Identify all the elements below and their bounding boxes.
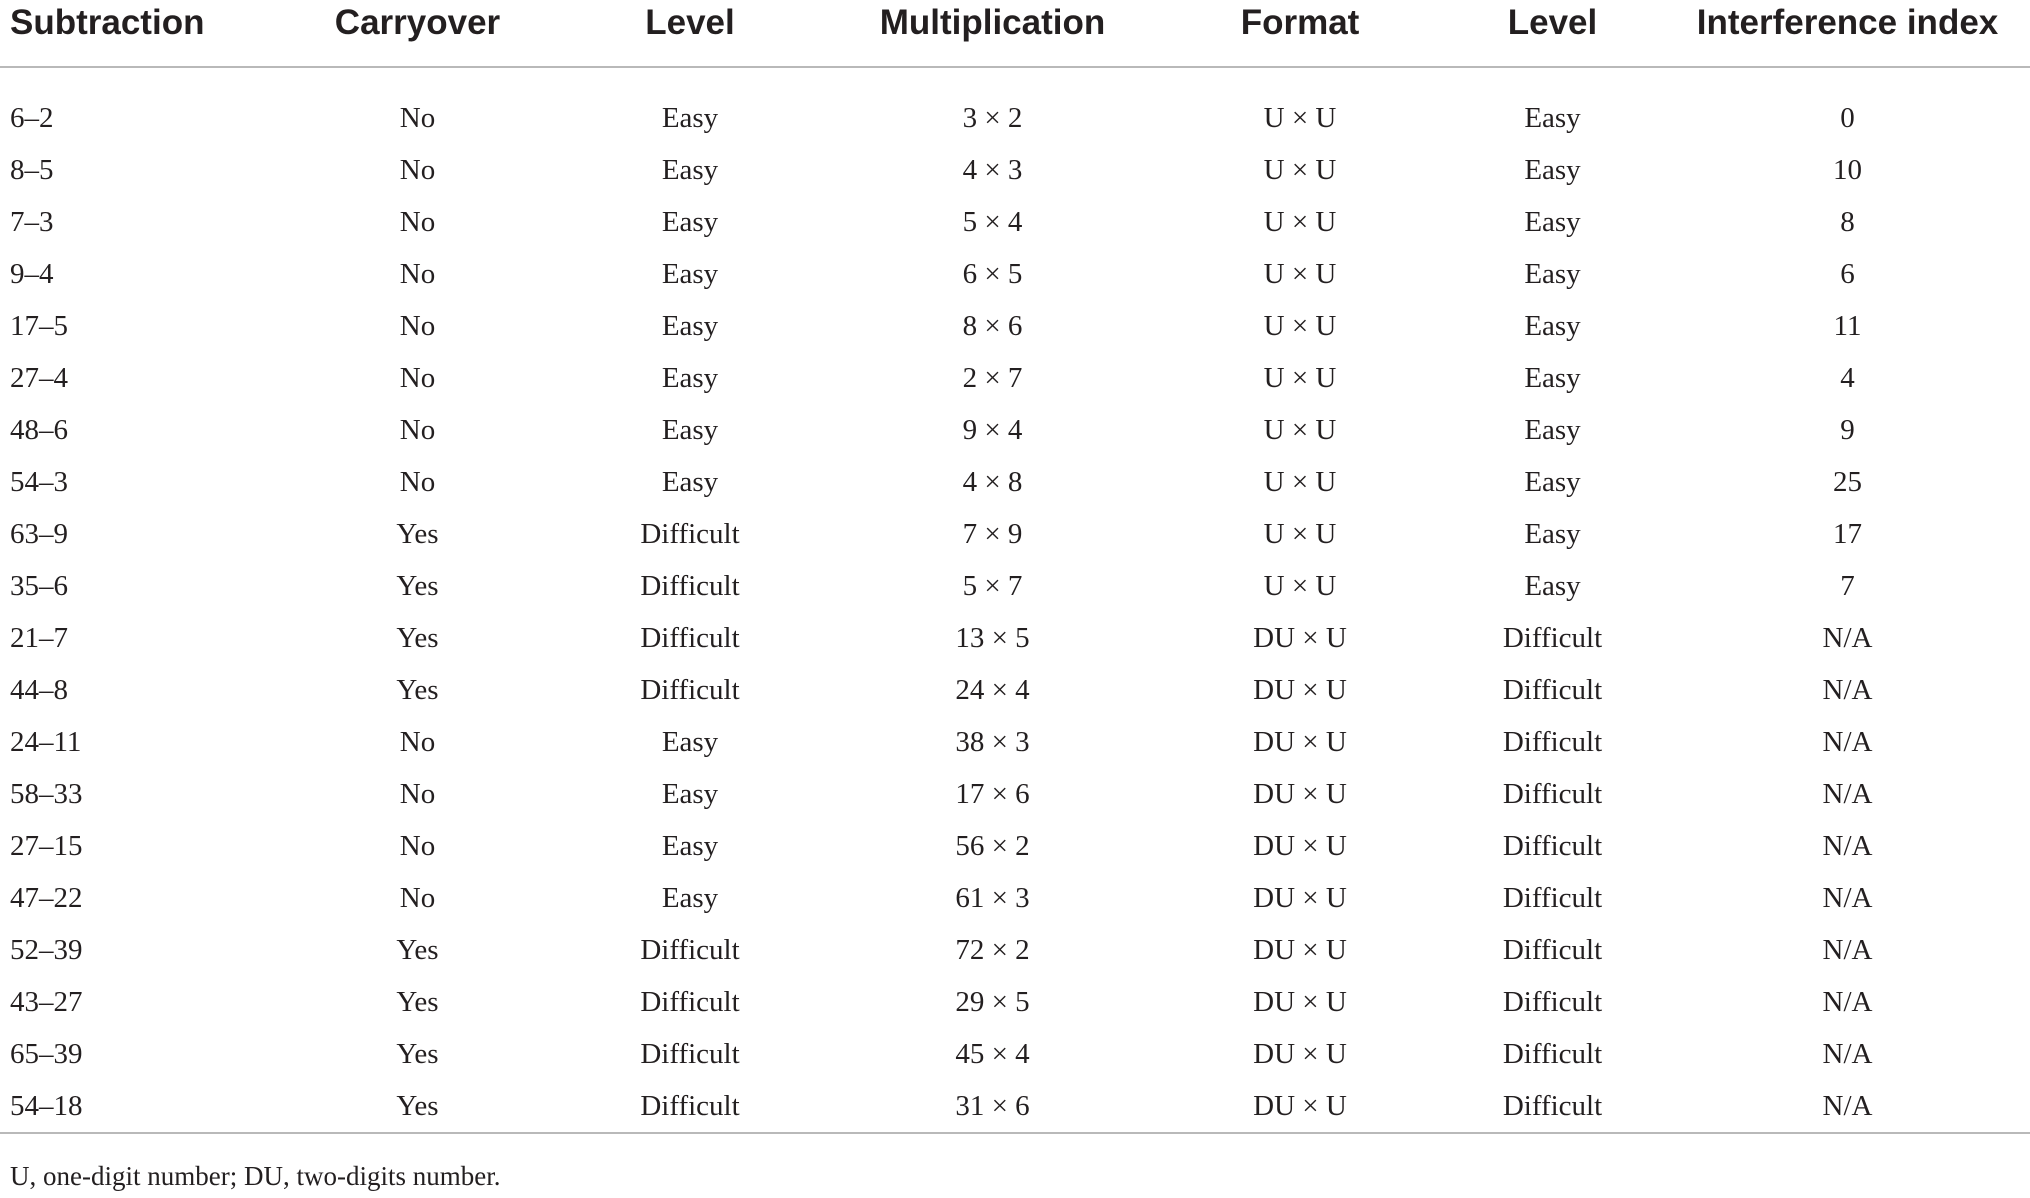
table-cell: 11 — [1833, 310, 1862, 342]
table-cell: Yes — [396, 518, 439, 550]
table-row — [0, 404, 2030, 456]
table-cell: Easy — [661, 778, 719, 810]
table-cell: 24–11 — [10, 726, 82, 758]
table-cell: DU × U — [1160, 1080, 1440, 1133]
table-cell: 65–39 — [10, 1038, 83, 1070]
table-cell: Easy — [1524, 206, 1581, 238]
table-cell: 8–5 — [10, 154, 54, 186]
table-cell: 58–33 — [10, 778, 83, 810]
table-cell: Yes — [396, 1038, 439, 1070]
table-cell: No — [399, 258, 436, 290]
table-cell: 54–3 — [10, 466, 68, 498]
table-cell: DU × U — [1253, 674, 1347, 706]
table-cell: 4 × 8 — [962, 466, 1023, 498]
table-cell: No — [399, 206, 436, 238]
table-cell: 63–9 — [10, 518, 68, 550]
table-cell: 6–2 — [10, 102, 54, 134]
table-cell: 4 × 3 — [962, 154, 1023, 186]
table-cell: Easy — [661, 102, 719, 134]
table-cell: Easy — [661, 310, 719, 342]
table-cell: 6 × 5 — [962, 258, 1023, 290]
table-row — [0, 664, 2030, 716]
table-cell: DU × U — [1253, 986, 1347, 1018]
table-cell: Easy — [1524, 466, 1581, 498]
table-cell: Difficult — [1502, 882, 1603, 914]
table-cell: Easy — [1524, 518, 1581, 550]
table-cell: Difficult — [1440, 1080, 1665, 1133]
table-cell: Difficult — [640, 1038, 740, 1070]
table-cell: Easy — [661, 362, 719, 394]
table-cell: 4 — [1840, 362, 1855, 394]
table-row — [0, 456, 2030, 508]
table-cell: 27–15 — [10, 830, 83, 862]
column-header: Carryover — [280, 0, 555, 67]
table-row — [0, 924, 2030, 976]
table-cell: DU × U — [1253, 622, 1347, 654]
table-cell: 9 — [1840, 414, 1855, 446]
table-cell: U × U — [1263, 206, 1337, 238]
table-cell: N/A — [1822, 778, 1873, 810]
table-cell: 5 × 7 — [962, 570, 1023, 602]
table-cell: No — [399, 310, 436, 342]
table-cell: Yes — [396, 986, 439, 1018]
table-cell: Yes — [396, 570, 439, 602]
table-cell: 52–39 — [10, 934, 83, 966]
table-cell: 24 × 4 — [955, 674, 1030, 706]
table-cell: Yes — [280, 1080, 555, 1133]
table-cell: 21–7 — [10, 622, 68, 654]
table-cell: Easy — [1524, 310, 1581, 342]
table-cell: 54–18 — [0, 1080, 280, 1133]
table-header — [0, 0, 2030, 92]
table-cell: 13 × 5 — [955, 622, 1030, 654]
table-cell: N/A — [1822, 726, 1873, 758]
table-cell: U × U — [1263, 362, 1337, 394]
table-cell: 72 × 2 — [955, 934, 1030, 966]
table-cell: No — [399, 830, 436, 862]
table-cell: U × U — [1263, 258, 1337, 290]
table-cell: DU × U — [1253, 830, 1347, 862]
table-cell: 6 — [1840, 258, 1855, 290]
table-row — [0, 352, 2030, 404]
table-row — [0, 300, 2030, 352]
table-cell: U × U — [1263, 414, 1337, 446]
table-row — [0, 1028, 2030, 1080]
table-cell: Difficult — [1502, 830, 1603, 862]
table-cell: Difficult — [1502, 726, 1603, 758]
table-cell: No — [399, 154, 436, 186]
column-header: Interference index — [1665, 0, 2030, 67]
table-cell: N/A — [1665, 1080, 2030, 1133]
table-cell: Difficult — [1502, 986, 1603, 1018]
table-cell: U × U — [1263, 154, 1337, 186]
table-cell: 35–6 — [10, 570, 68, 602]
table-cell: U × U — [1263, 518, 1337, 550]
table-cell: Difficult — [640, 518, 740, 550]
table-cell: N/A — [1822, 934, 1873, 966]
table-row — [0, 1080, 2030, 1133]
table-cell: Difficult — [640, 674, 740, 706]
table-cell: Easy — [1524, 362, 1581, 394]
table-cell: Easy — [661, 726, 719, 758]
table-cell: 2 × 7 — [962, 362, 1023, 394]
table-cell: N/A — [1822, 986, 1873, 1018]
table-cell: DU × U — [1253, 778, 1347, 810]
table-cell: Easy — [661, 206, 719, 238]
table-cell: Difficult — [1502, 674, 1603, 706]
table-cell: 61 × 3 — [955, 882, 1030, 914]
table-cell: No — [399, 882, 436, 914]
table-cell: DU × U — [1253, 726, 1347, 758]
table-cell: No — [399, 726, 436, 758]
table-row — [0, 92, 2030, 144]
table-cell: No — [399, 778, 436, 810]
table-cell: 17 — [1833, 518, 1862, 550]
table-cell: 17 × 6 — [955, 778, 1030, 810]
table-cell: Difficult — [640, 622, 740, 654]
table-cell: Difficult — [1502, 1038, 1603, 1070]
table-row — [0, 820, 2030, 872]
table-cell: No — [399, 466, 436, 498]
table-cell: 38 × 3 — [955, 726, 1030, 758]
table-cell: 47–22 — [10, 882, 83, 914]
table-cell: 56 × 2 — [955, 830, 1030, 862]
table-cell: U × U — [1263, 466, 1337, 498]
table-cell: No — [399, 102, 436, 134]
table-cell: 5 × 4 — [962, 206, 1023, 238]
table-cell: Difficult — [555, 1080, 825, 1133]
table-cell: Easy — [661, 154, 719, 186]
column-header: Subtraction — [0, 0, 280, 67]
table-cell: U × U — [1263, 310, 1337, 342]
table-cell: Difficult — [640, 934, 740, 966]
table-cell: Easy — [1524, 154, 1581, 186]
table-row — [0, 612, 2030, 664]
table-cell: 44–8 — [10, 674, 68, 706]
table-cell: 7 × 9 — [962, 518, 1023, 550]
table-row — [0, 560, 2030, 612]
table-body — [0, 92, 2030, 1133]
table-cell: 3 × 2 — [962, 102, 1023, 134]
column-header: Multiplication — [825, 0, 1160, 67]
table-footnote: U, one-digit number; DU, two-digits number. — [10, 1161, 501, 1191]
table-cell: No — [399, 362, 436, 394]
table-cell: 25 — [1833, 466, 1862, 498]
table-cell: Yes — [396, 674, 439, 706]
table-cell: Easy — [1524, 258, 1581, 290]
table-cell: 8 × 6 — [962, 310, 1023, 342]
table-cell: No — [399, 414, 436, 446]
table-cell: Easy — [1524, 414, 1581, 446]
table-cell: Difficult — [1502, 778, 1603, 810]
table-cell: Easy — [661, 414, 719, 446]
table-cell: 29 × 5 — [955, 986, 1030, 1018]
table-row — [0, 196, 2030, 248]
table-cell: 9–4 — [10, 258, 54, 290]
table-cell: 10 — [1833, 154, 1862, 186]
table-cell: 8 — [1840, 206, 1855, 238]
table-cell: 48–6 — [10, 414, 68, 446]
table-cell: Easy — [661, 466, 719, 498]
column-header: Level — [1440, 0, 1665, 67]
table-cell: 45 × 4 — [955, 1038, 1030, 1070]
table-cell: Easy — [661, 258, 719, 290]
column-header: Level — [555, 0, 825, 67]
table-cell: 7 — [1840, 570, 1855, 602]
table-row — [0, 248, 2030, 300]
table-cell: N/A — [1822, 674, 1873, 706]
table-cell: Easy — [1524, 102, 1581, 134]
table-row — [0, 716, 2030, 768]
table-cell: Easy — [661, 830, 719, 862]
table-cell: Difficult — [1502, 934, 1603, 966]
table-cell: Difficult — [1502, 622, 1603, 654]
table-cell: DU × U — [1253, 1038, 1347, 1070]
table-cell: 7–3 — [10, 206, 54, 238]
table-row — [0, 976, 2030, 1028]
table-cell: 9 × 4 — [962, 414, 1023, 446]
table-cell: 31 × 6 — [825, 1080, 1160, 1133]
table-cell: Easy — [661, 882, 719, 914]
table-cell: Easy — [1524, 570, 1581, 602]
table-cell: U × U — [1263, 102, 1337, 134]
table-row — [0, 768, 2030, 820]
header-row — [0, 0, 2030, 67]
table-cell: Difficult — [640, 986, 740, 1018]
table-cell: N/A — [1822, 830, 1873, 862]
table-cell: 43–27 — [10, 986, 83, 1018]
table-row — [0, 872, 2030, 924]
table-cell: Yes — [396, 934, 439, 966]
table-cell: N/A — [1822, 1038, 1873, 1070]
table-row — [0, 508, 2030, 560]
table-row — [0, 144, 2030, 196]
table-cell: 27–4 — [10, 362, 68, 394]
table-cell: Difficult — [640, 570, 740, 602]
table-cell: Yes — [396, 622, 439, 654]
table-cell: DU × U — [1253, 882, 1347, 914]
table-cell: N/A — [1822, 622, 1873, 654]
header-spacer — [0, 67, 2030, 92]
column-header: Format — [1160, 0, 1440, 67]
table-cell: N/A — [1822, 882, 1873, 914]
table-cell: U × U — [1263, 570, 1337, 602]
table-cell: 17–5 — [10, 310, 68, 342]
table-cell: DU × U — [1253, 934, 1347, 966]
table-cell: 0 — [1840, 102, 1855, 134]
